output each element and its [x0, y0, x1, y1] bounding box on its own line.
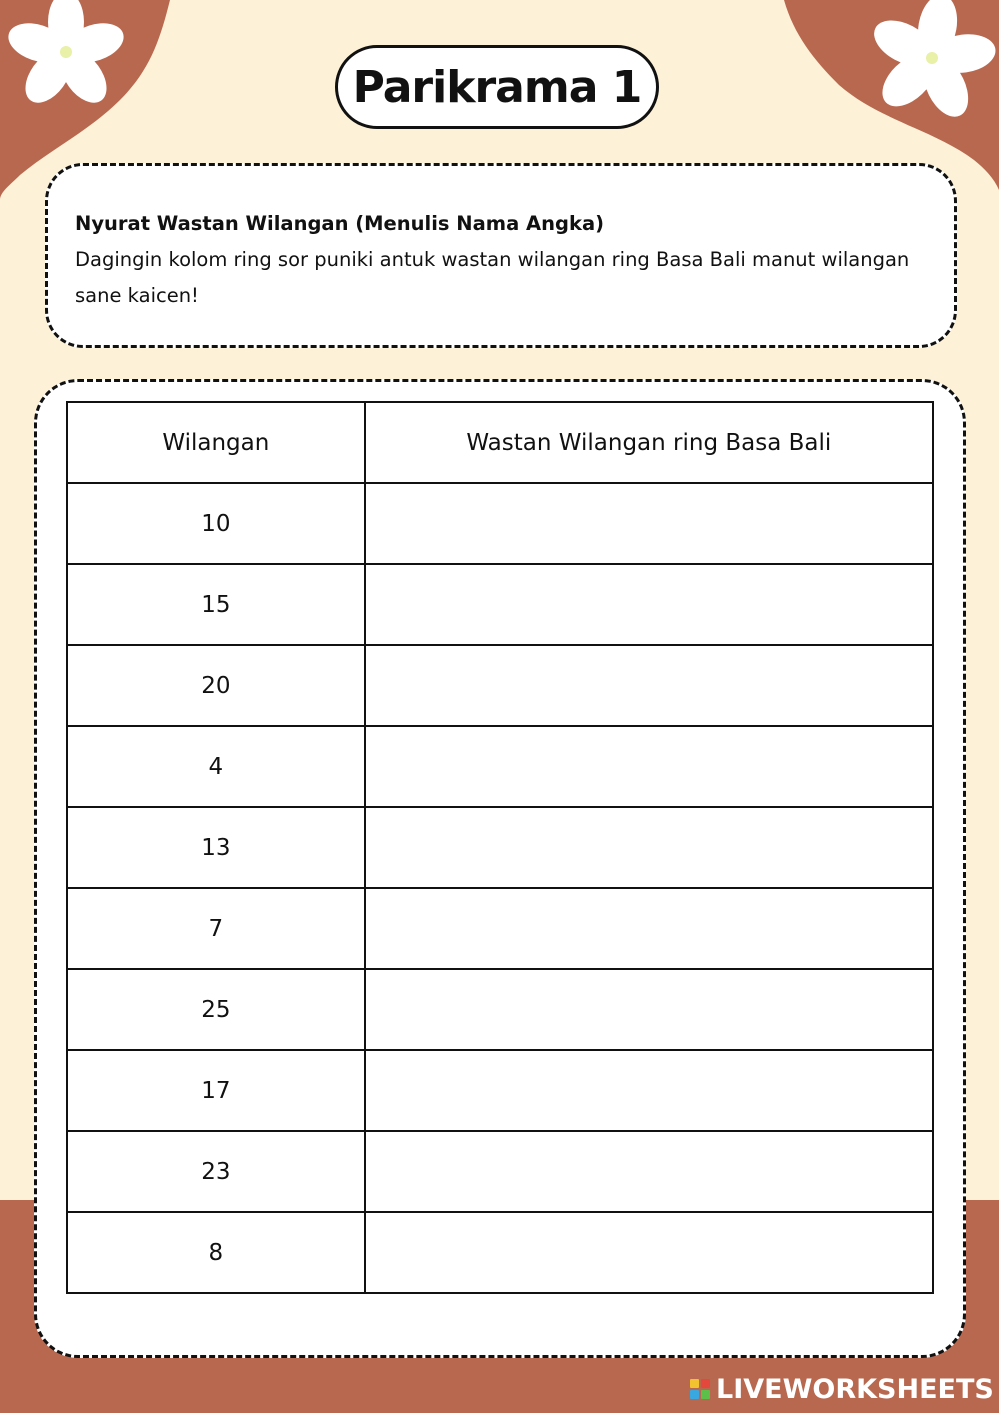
answer-cell[interactable]: [365, 969, 933, 1050]
table-row: [67, 888, 933, 969]
answer-cell[interactable]: [365, 888, 933, 969]
table-row: [67, 483, 933, 564]
instructions-box: [45, 163, 957, 348]
table-row: [67, 1131, 933, 1212]
table-row: [67, 564, 933, 645]
logo-text: LIVEWORKSHEETS: [716, 1373, 994, 1405]
table-row: [67, 1050, 933, 1131]
table-row: [67, 645, 933, 726]
number-cell: 23: [67, 1131, 365, 1212]
number-cell: 13: [67, 807, 365, 888]
liveworksheets-logo-icon: [690, 1379, 710, 1399]
number-cell: 10: [67, 483, 365, 564]
answer-cell[interactable]: [365, 1131, 933, 1212]
answer-cell[interactable]: [365, 483, 933, 564]
number-cell: 20: [67, 645, 365, 726]
page-title: Parikrama 1: [335, 45, 659, 129]
number-cell: 8: [67, 1212, 365, 1293]
answer-cell[interactable]: [365, 726, 933, 807]
liveworksheets-logo[interactable]: [690, 1374, 994, 1404]
header-number: Wilangan: [67, 402, 365, 483]
answer-cell[interactable]: [365, 1212, 933, 1293]
answer-cell[interactable]: [365, 645, 933, 726]
table-header-row: [67, 402, 933, 483]
table-row: [67, 807, 933, 888]
answer-cell[interactable]: [365, 564, 933, 645]
answer-table: [66, 401, 934, 1294]
number-cell: 25: [67, 969, 365, 1050]
answer-cell[interactable]: [365, 1050, 933, 1131]
number-cell: 7: [67, 888, 365, 969]
instructions-heading: Nyurat Wastan Wilangan (Menulis Nama Angka): [75, 212, 605, 235]
number-cell: 17: [67, 1050, 365, 1131]
answer-cell[interactable]: [365, 807, 933, 888]
header-word: Wastan Wilangan ring Basa Bali: [365, 402, 933, 483]
table-row: [67, 1212, 933, 1293]
table-row: [67, 969, 933, 1050]
number-cell: 4: [67, 726, 365, 807]
table-row: [67, 726, 933, 807]
instructions-body: Dagingin kolom ring sor puniki antuk wastan wilangan ring Basa Bali manut wilangan sane kaicen!: [75, 248, 910, 307]
number-cell: 15: [67, 564, 365, 645]
